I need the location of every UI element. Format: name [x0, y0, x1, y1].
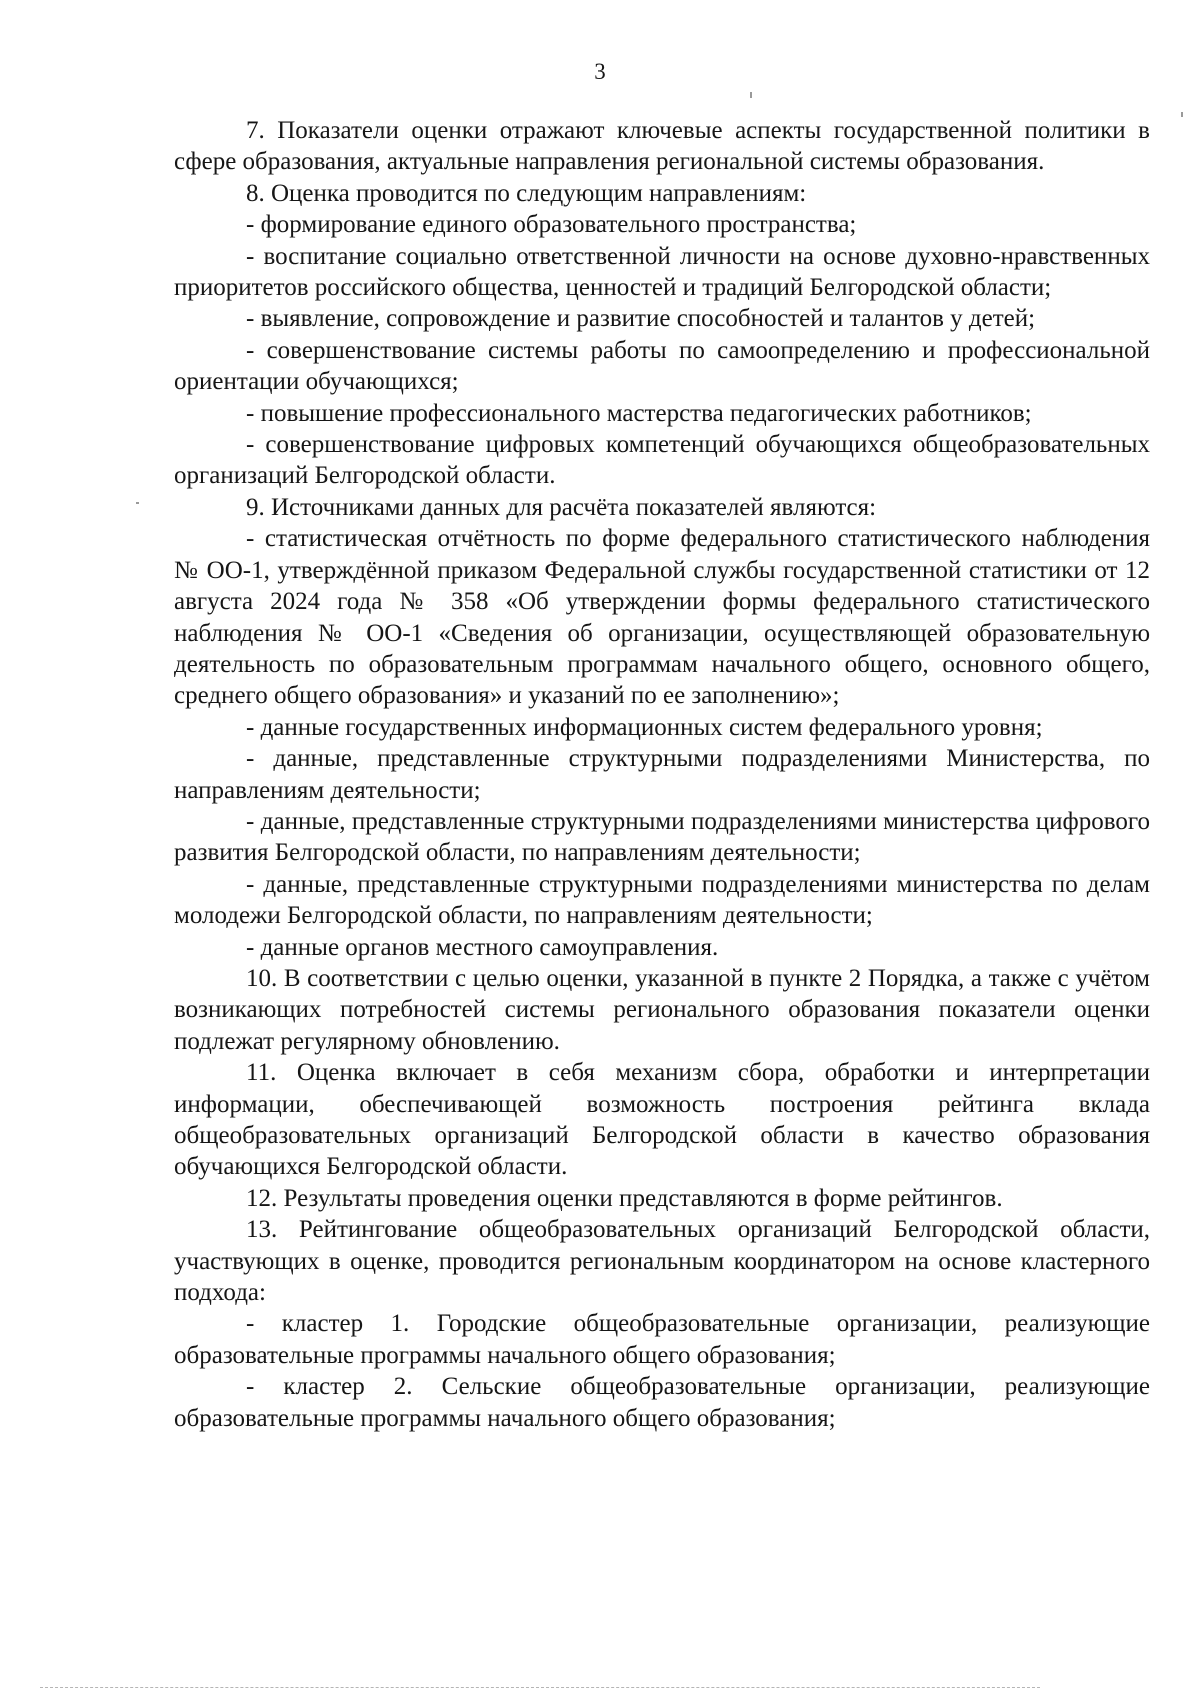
- document-body: [174, 115, 1150, 1434]
- list-item: - статистическая отчётность по форме федерального статистического наблюдения № ОО-1, утверждённой приказом Федеральной службы государственной статистики от 12 августа 2024 года № 358 «Об утверждении формы федерального статистического наблюдения № ОО-1 «Сведения об организации, осуществляющей образовательную деятельность по образовательным программам начального общего, основного общего, среднего общего образования» и указаний по ее заполнению»;: [174, 525, 1150, 710]
- scan-speck: [750, 92, 752, 98]
- list-item: - совершенствование системы работы по самоопределению и профессиональной ориентации обучающихся;: [174, 336, 1150, 396]
- scan-edge-line: [40, 1687, 1040, 1689]
- paragraph-8: 8. Оценка проводится по следующим направлениям:: [246, 179, 807, 207]
- page-number: 3: [594, 59, 606, 84]
- scan-speck: [136, 502, 139, 504]
- paragraph-9: 9. Источниками данных для расчёта показателей являются:: [246, 493, 877, 521]
- paragraph-10: 10. В соответствии с целью оценки, указанной в пункте 2 Порядка, а также с учётом возникающих потребностей системы регионального образования показатели оценки подлежат регулярному обновлению.: [174, 964, 1150, 1055]
- scan-speck: [1181, 112, 1183, 117]
- list-item: - совершенствование цифровых компетенций обучающихся общеобразовательных организаций Белгородской области.: [174, 431, 1150, 490]
- paragraph-7: 7. Показатели оценки отражают ключевые аспекты государственной политики в сфере образования, актуальные направления региональной системы образования.: [174, 117, 1150, 176]
- list-item: - данные органов местного самоуправления.: [246, 933, 719, 961]
- list-item: - формирование единого образовательного пространства;: [246, 211, 857, 239]
- list-item: - кластер 1. Городские общеобразовательные организации, реализующие образовательные программы начального общего образования;: [174, 1310, 1150, 1369]
- paragraph-11: 11. Оценка включает в себя механизм сбора, обработки и интерпретации информации, обеспечивающей возможность построения рейтинга вклада общеобразовательных организаций Белгородской области в качество образования обучающихся Белгородской области.: [174, 1059, 1150, 1181]
- list-item: - данные государственных информационных систем федерального уровня;: [246, 713, 1043, 741]
- list-item: - кластер 2. Сельские общеобразовательные организации, реализующие образовательные программы начального общего образования;: [174, 1373, 1150, 1432]
- list-item: - данные, представленные структурными подразделениями министерства цифрового развития Белгородской области, по направлениям деятельности;: [174, 807, 1150, 867]
- list-item: - воспитание социально ответственной личности на основе духовно-нравственных приоритетов российского общества, ценностей и традиций Белгородской области;: [174, 242, 1150, 302]
- list-item: - данные, представленные структурными подразделениями Министерства, по направлениям деятельности;: [174, 745, 1150, 804]
- list-item: - выявление, сопровождение и развитие способностей и талантов у детей;: [246, 305, 1036, 333]
- list-item: - повышение профессионального мастерства педагогических работников;: [246, 399, 1032, 427]
- list-item: - данные, представленные структурными подразделениями министерства по делам молодежи Белгородской области, по направлениям деятельности;: [174, 870, 1150, 930]
- paragraph-13: 13. Рейтингование общеобразовательных организаций Белгородской области, участвующих в оценке, проводится региональным координатором на основе кластерного подхода:: [174, 1216, 1150, 1307]
- paragraph-12: 12. Результаты проведения оценки представляются в форме рейтингов.: [246, 1184, 1003, 1212]
